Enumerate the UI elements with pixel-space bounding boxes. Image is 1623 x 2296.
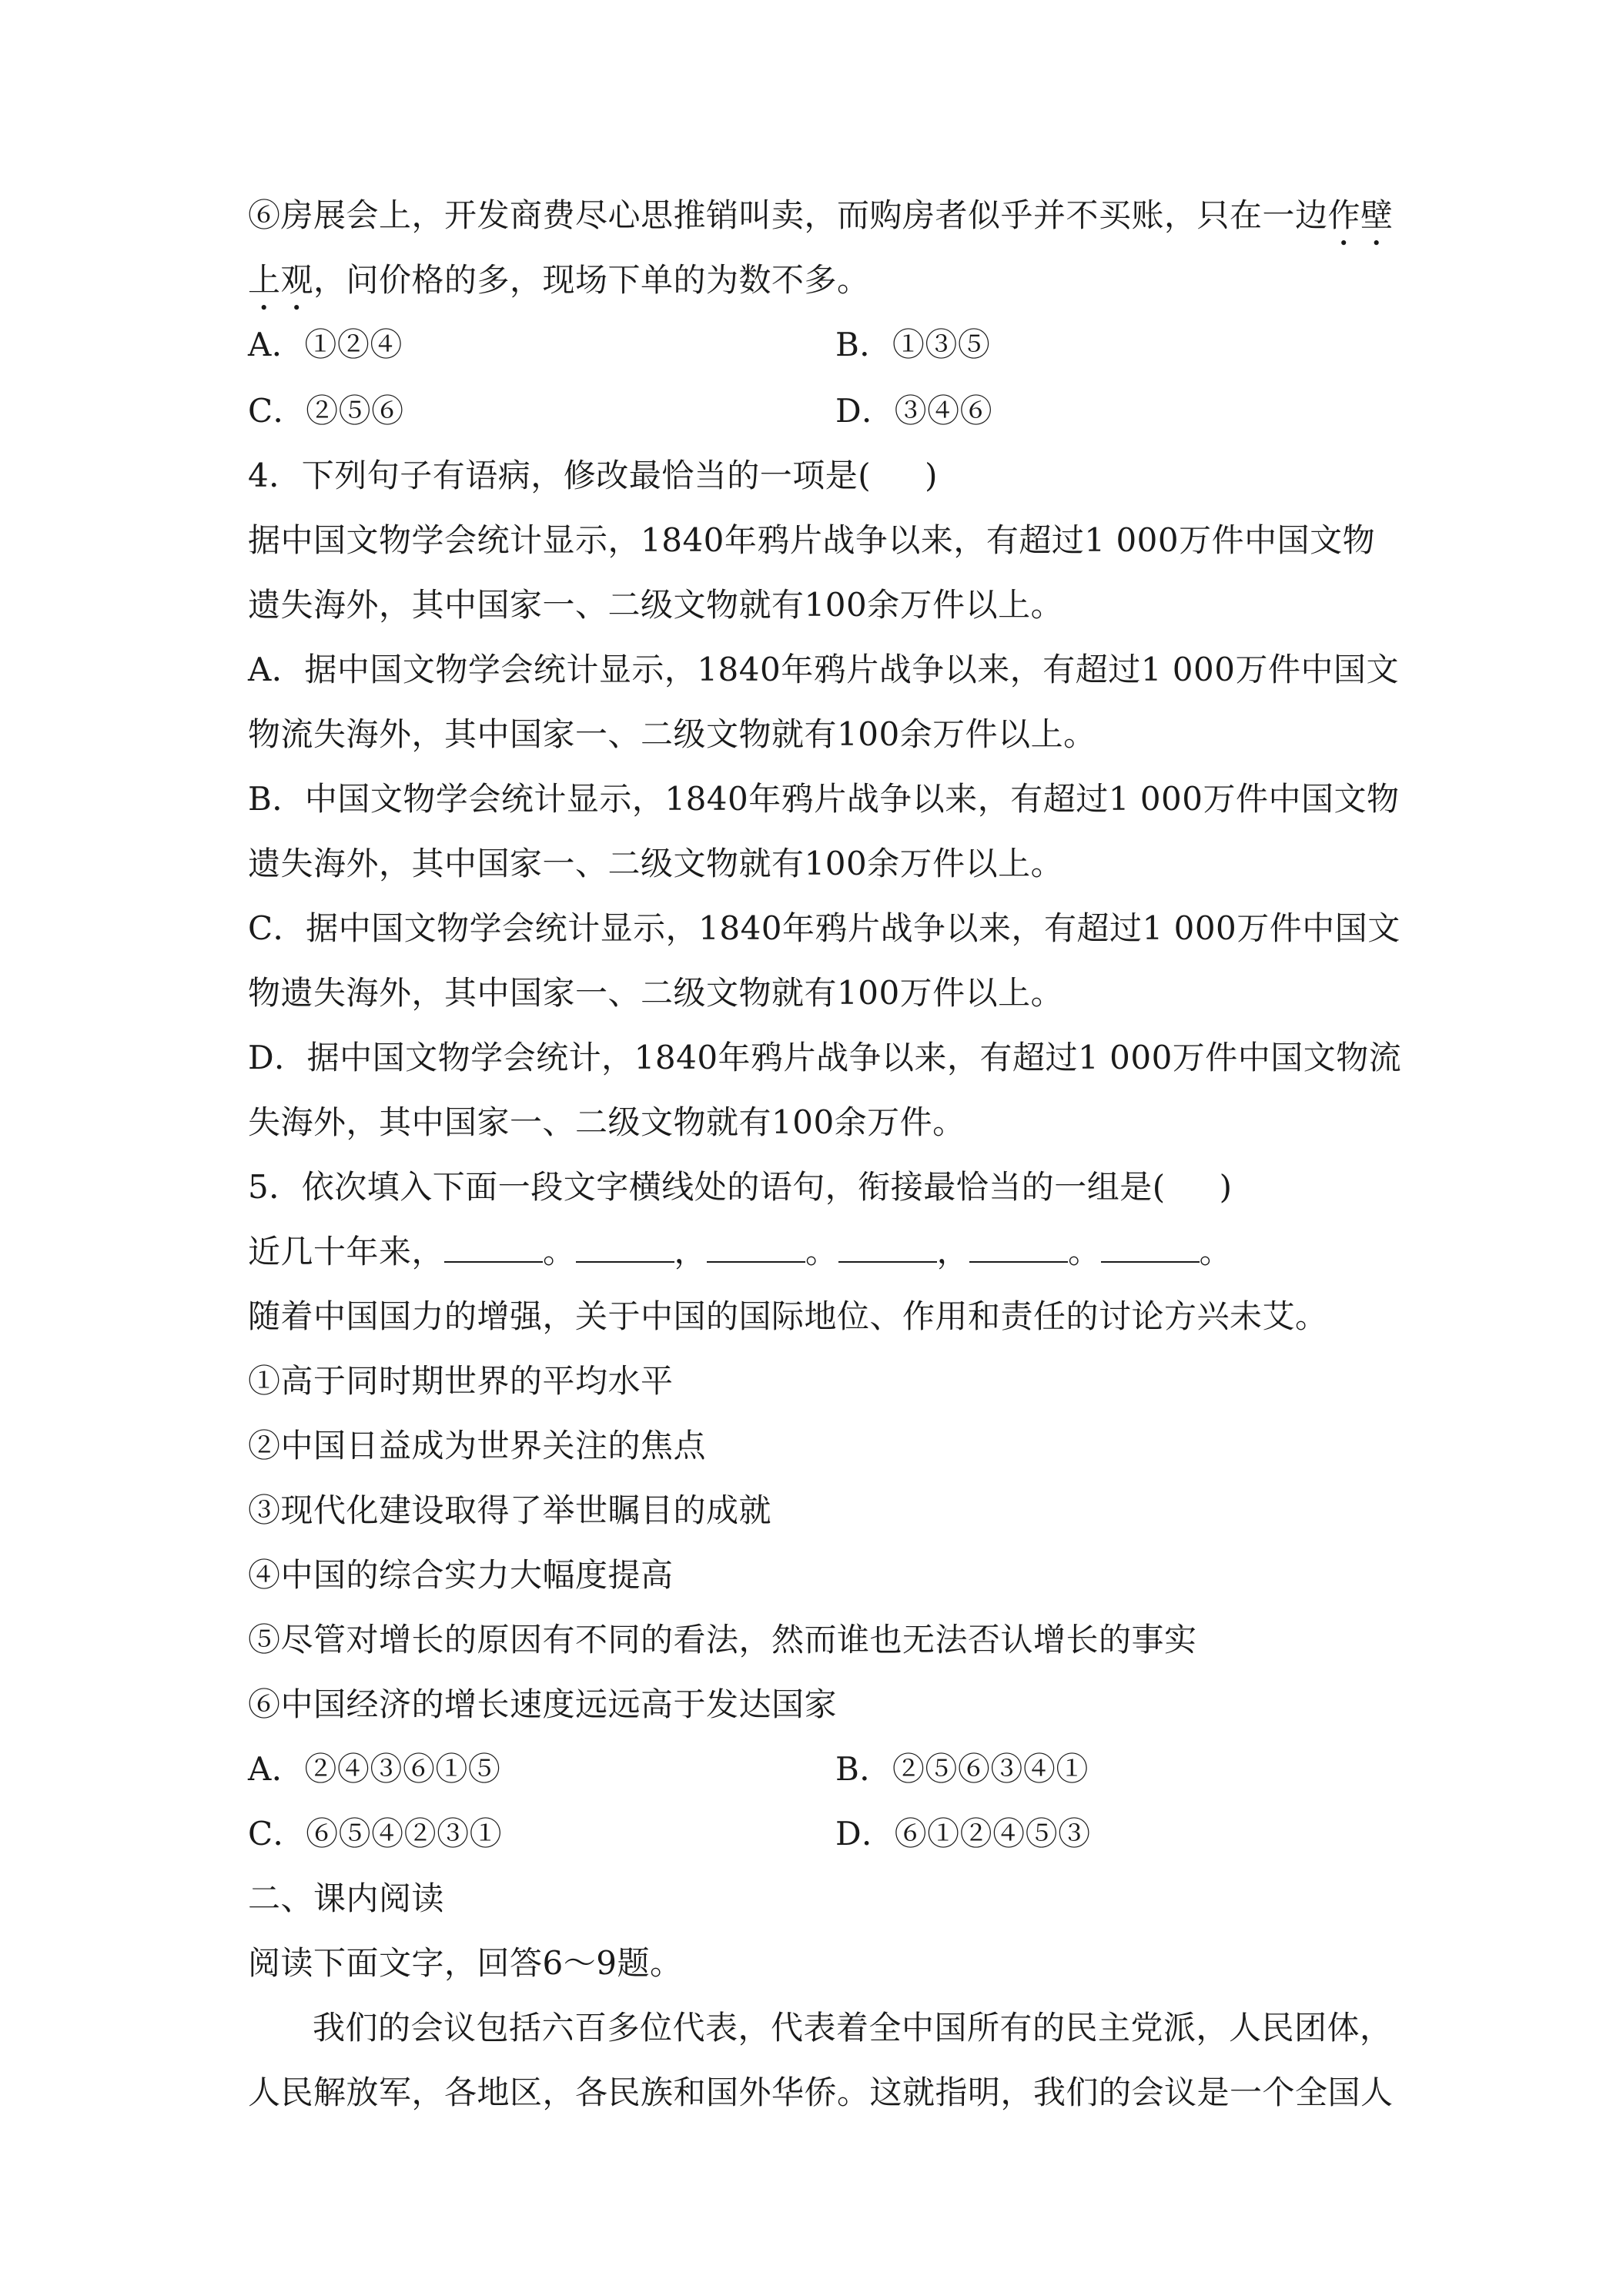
q4-stem-text: 4．下列句子有语病，修改最恰当的一项是( <box>248 457 872 494</box>
q4-sentence-line-2: 遗失海外，其中国家一、二级文物就有100余万件以上。 <box>248 586 1064 624</box>
q3-option-d: D．③④⑥ <box>835 392 993 430</box>
q4-option-a-line-1: A．据中国文物学会统计显示，1840年鸦片战争以来，有超过1 000万件中国文 <box>248 651 1399 688</box>
q3-item-6-text: ⑥房展会上，开发商费尽心思推销叫卖，而购房者似乎并不买账，只在一边 <box>248 196 1328 234</box>
q5-option-b: B．②⑤⑥③④① <box>835 1750 1089 1788</box>
q5-item-2: ②中国日益成为世界关注的焦点 <box>248 1427 707 1464</box>
q5-sep: ， <box>674 1233 708 1270</box>
q5-stem-close-paren: ) <box>1219 1168 1233 1206</box>
q3-option-a: A．①②④ <box>248 326 403 363</box>
q4-stem-close-paren: ) <box>925 457 938 494</box>
reading-instruction: 阅读下面文字，回答6～9题。 <box>248 1944 683 1982</box>
q5-stem-text: 5．依次填入下面一段文字横线处的语句，衔接最恰当的一组是( <box>248 1168 1166 1206</box>
q4-option-c-line-1: C．据中国文物学会统计显示，1840年鸦片战争以来，有超过1 000万件中国文 <box>248 909 1400 947</box>
q5-option-a: A．②④③⑥①⑤ <box>248 1750 501 1788</box>
passage-line-2: 人民解放军，各地区，各民族和国外华侨。这就指明，我们的会议是一个全国人 <box>248 2073 1394 2111</box>
q4-option-d-line-1: D．据中国文物学会统计，1840年鸦片战争以来，有超过1 000万件中国文物流 <box>248 1039 1402 1076</box>
q3-option-b: B．①③⑤ <box>835 326 991 363</box>
q5-sep: 。 <box>805 1233 838 1270</box>
section-heading: 二、课内阅读 <box>248 1879 445 1917</box>
q5-blank-6 <box>1101 1230 1200 1263</box>
q5-blank-4 <box>838 1230 937 1263</box>
q4-option-d-line-2: 失海外，其中国家一、二级文物就有100余万件。 <box>248 1103 965 1141</box>
q5-item-5: ⑤尽管对增长的原因有不同的看法，然而谁也无法否认增长的事实 <box>248 1621 1197 1658</box>
q5-sep: ， <box>936 1233 970 1270</box>
q5-sep: 。 <box>1068 1233 1101 1270</box>
q5-fill-line-2: 随着中国国力的增强，关于中国的国际地位、作用和责任的讨论方兴未艾。 <box>248 1297 1328 1335</box>
q4-option-b-line-2: 遗失海外，其中国家一、二级文物就有100余万件以上。 <box>248 845 1064 882</box>
q4-option-c-line-2: 物遗失海外，其中国家一、二级文物就有100万件以上。 <box>248 974 1064 1012</box>
q4-option-a-line-2: 物流失海外，其中国家一、二级文物就有100余万件以上。 <box>248 715 1096 753</box>
q3-item-6-line-2 <box>248 259 870 317</box>
passage-line-1: 我们的会议包括六百多位代表，代表着全中国所有的民主党派，人民团体， <box>313 2009 1393 2047</box>
q5-option-c: C．⑥⑤④②③① <box>248 1815 503 1853</box>
q5-blank-1 <box>444 1230 543 1263</box>
q5-item-4: ④中国的综合实力大幅度提高 <box>248 1556 674 1594</box>
q4-sentence-line-1: 据中国文物学会统计显示，1840年鸦片战争以来，有超过1 000万件中国文物 <box>248 521 1376 559</box>
q5-item-6: ⑥中国经济的增长速度远远高于发达国家 <box>248 1685 838 1723</box>
q5-fill-start: 近几十年来， <box>248 1233 445 1270</box>
q5-blank-3 <box>707 1230 805 1263</box>
q5-sep: 。 <box>543 1233 576 1270</box>
q5-blank-2 <box>576 1230 674 1263</box>
q3-item-6-text-cont: ，问价格的多，现场下单的为数不多。 <box>313 261 870 299</box>
q3-item-6-emphasis: 作壁 <box>1327 196 1394 234</box>
q5-item-1: ①高于同时期世界的平均水平 <box>248 1362 674 1400</box>
q5-fill-line <box>248 1230 1232 1274</box>
q5-sep: 。 <box>1199 1233 1233 1270</box>
q3-item-6-emphasis-cont: 上观 <box>248 261 314 299</box>
q5-item-3: ③现代化建设取得了举世瞩目的成就 <box>248 1491 772 1529</box>
q4-stem <box>248 454 938 497</box>
q3-option-c: C．②⑤⑥ <box>248 392 404 430</box>
q5-stem <box>248 1166 1233 1209</box>
q5-blank-5 <box>969 1230 1068 1263</box>
q4-option-b-line-1: B．中国文物学会统计显示，1840年鸦片战争以来，有超过1 000万件中国文物 <box>248 780 1400 818</box>
q5-option-d: D．⑥①②④⑤③ <box>835 1815 1091 1853</box>
q3-item-6-line-1 <box>248 194 1394 253</box>
